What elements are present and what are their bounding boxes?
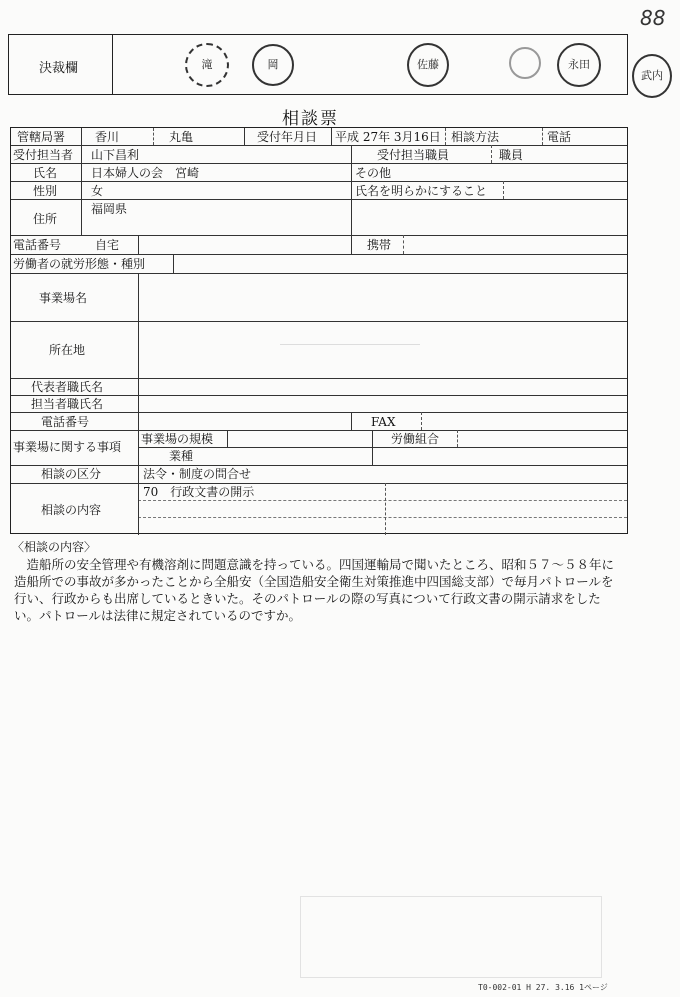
workplace-name-label: 事業場名 (39, 291, 88, 305)
representative-label: 代表者職氏名 (31, 380, 104, 394)
category-value: 法令・制度の問合せ (143, 467, 252, 481)
scale-label: 事業場の規模 (141, 432, 214, 446)
page-number-handwritten: 88 (640, 6, 666, 30)
address-value: 福岡県 (91, 202, 128, 216)
address-label: 住所 (33, 212, 58, 226)
phone-label: 電話番号 (13, 238, 62, 252)
gender-value: 女 (91, 184, 104, 198)
name-value: 日本婦人の会 宮崎 (91, 166, 200, 180)
form-title: 相談票 (282, 109, 339, 129)
seal-stamp-2: 岡 (252, 44, 294, 86)
side-seal-stamp: 武内 (632, 54, 672, 98)
bleed-through-mark-lower (300, 896, 602, 978)
received-date: 平成 27年 3月16日 (335, 130, 441, 144)
detail-heading: 〈相談の内容〉 (12, 540, 97, 554)
method-value: 電話 (547, 130, 572, 144)
seal-stamp-1: 滝 (185, 43, 229, 87)
fax-label: FAX (371, 415, 396, 429)
approval-label: 決裁欄 (39, 61, 79, 76)
received-date-label: 受付年月日 (257, 130, 318, 144)
office-label: 管轄局署 (17, 130, 66, 144)
method-label: 相談方法 (451, 130, 500, 144)
bleed-through-mark (280, 344, 420, 375)
other-label: その他 (355, 166, 392, 180)
name-label: 氏名 (33, 166, 58, 180)
union-label: 労働組合 (391, 432, 440, 446)
category-label: 相談の区分 (41, 467, 102, 481)
seal-stamp-3: 佐藤 (407, 43, 449, 87)
contact-person-label: 担当者職氏名 (31, 397, 104, 411)
staff-title: 職員 (499, 148, 524, 162)
staff-label: 受付担当者 (13, 148, 74, 162)
approval-box (8, 34, 628, 95)
workplace-tel-label: 電話番号 (41, 415, 90, 429)
content-code: 70 行政文書の開示 (143, 485, 255, 499)
workplace-matters-label: 事業場に関する事項 (13, 440, 122, 454)
office-city: 丸亀 (169, 130, 194, 144)
office-prefecture: 香川 (95, 130, 120, 144)
phone-home-label: 自宅 (95, 238, 120, 252)
seal-stamp-5: 永田 (557, 43, 601, 87)
gender-label: 性別 (33, 184, 58, 198)
content-label: 相談の内容 (41, 503, 102, 517)
page-footer: T0-002-01 H 27. 3.16 1ページ (478, 983, 608, 992)
industry-label: 業種 (169, 449, 194, 463)
consultation-form (10, 127, 628, 534)
staff-title-label: 受付担当職員 (377, 148, 450, 162)
phone-mobile-label: 携帯 (367, 238, 392, 252)
detail-text: 造船所の安全管理や有機溶剤に問題意識を持っている。四国運輸局で聞いたところ、昭和５７～５８年に造船所での事故が多かったことから全船安（全国造船安全衛生対策推進中四国総支部）で毎月パトロールを行い、行政からも出席しているときいた。そのパトロールの際の写真について行政文書の開示請求をしたい。パトロールは法律に規定されているのですか。 (14, 557, 615, 623)
staff-name: 山下昌利 (91, 148, 140, 162)
worker-status-label: 労働者の就労形態・種別 (13, 257, 146, 271)
location-label: 所在地 (49, 343, 86, 357)
disclose-label: 氏名を明らかにすること (355, 184, 488, 198)
seal-stamp-4 (509, 47, 541, 79)
